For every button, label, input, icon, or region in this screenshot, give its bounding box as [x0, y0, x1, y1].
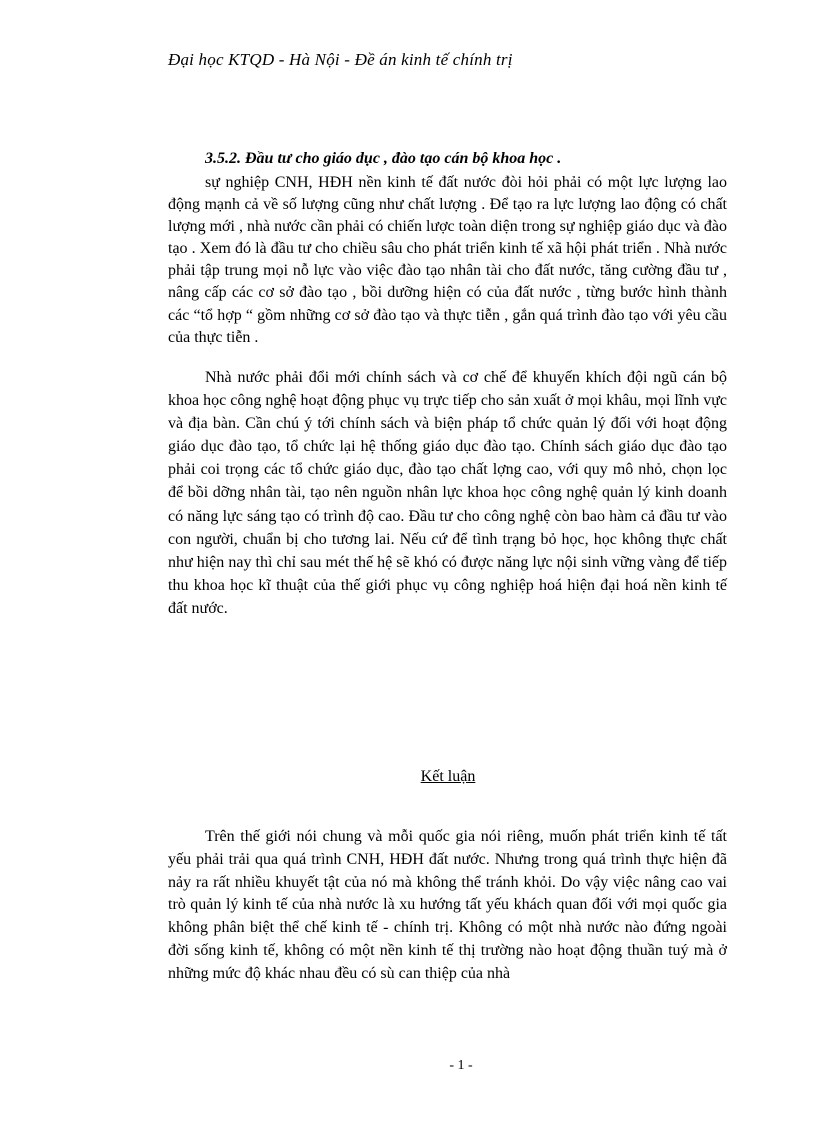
page-number: - 1 - [449, 1058, 473, 1073]
conclusion-paragraph: Trên thế giới nói chung và mỗi quốc gia nói riêng, muốn phát triển kinh tế tất yếu phải trải qua quá trình CNH, HĐH đất nước. Nhưng trong quá trình thực hiện đã nảy ra rất nhiều khuyết tật của nó mà không thể tránh khỏi. Do vậy việc nâng cao vai trò quản lý kinh tế của nhà nước là xu hướng tất yếu khách quan đối với mọi quốc gia không phân biệt thể chế kinh tế - chính trị. Không có một nhà nước nào đứng ngoài đời sống kinh tế, không có một nền kinh tế thị trường nào hoạt động thuần tuý mà ở những mức độ khác nhau đều có sù can thiệp của nhà [168, 828, 727, 982]
body-paragraph-2: Nhà nước phải đổi mới chính sách và cơ chế để khuyến khích đội ngũ cán bộ khoa học công nghệ hoạt động phục vụ trực tiếp cho sản xuất ở mọi khâu, mọi lĩnh vực và địa bàn. Cần chú ý tới chính sách và biện pháp tổ chức quản lý đối với hoạt động giáo dục đào tạo, tổ chức lại hệ thống giáo dục đào tạo. Chính sách giáo dục đào tạo phải coi trọng các tổ chức giáo dục, đào tạo chất lợng cao, với quy mô nhỏ, chọn lọc để bồi dỡng nhân tài, tạo nên nguồn nhân lực khoa học công nghệ quản lý kinh doanh có năng lực sáng tạo có trình độ cao. Đầu tư cho công nghệ còn bao hàm cả đầu tư vào con người, chuẩn bị cho tương lai. Nếu cứ để tình trạng bỏ học, học không thực chất như hiện nay thì chỉ sau mét thế hệ sẽ khó có được năng lực nội sinh vững vàng để tiếp thu khoa học kĩ thuật của thế giới phục vụ công nghiệp hoá hiện đại hoá nền kinh tế đất nước. [168, 369, 727, 617]
section-heading: 3.5.2. Đầu tư cho giáo dục , đào tạo cán bộ khoa học . [205, 150, 562, 167]
body-paragraph-1: sự nghiệp CNH, HĐH nền kinh tế đất nước đòi hỏi phải có một lực lượng lao động mạnh cả về số lượng cũng như chất lượng . Để tạo ra lực lượng lao động có chất lượng mới , nhà nước cần phải có chiến lược toàn diện trong sự nghiệp giáo dục và đào tạo . Xem đó là đầu tư cho chiều sâu cho phát triển kinh tế xã hội phát triển . Nhà nước phải tập trung mọi nỗ lực vào việc đào tạo nhân tài cho đất nước, tăng cường đầu tư , nâng cấp các cơ sở đào tạo , bồi dưỡng hiện có của đất nước , từng bước hình thành các “tổ hợp “ gồm những cơ sở đào tạo và thực tiễn , gắn quá trình đào tạo với yêu cầu của thực tiễn . [168, 174, 727, 346]
conclusion-heading: Kết luận [420, 768, 476, 785]
page-header: Đại học KTQD - Hà Nội - Đề án kinh tế chính trị [168, 50, 513, 69]
